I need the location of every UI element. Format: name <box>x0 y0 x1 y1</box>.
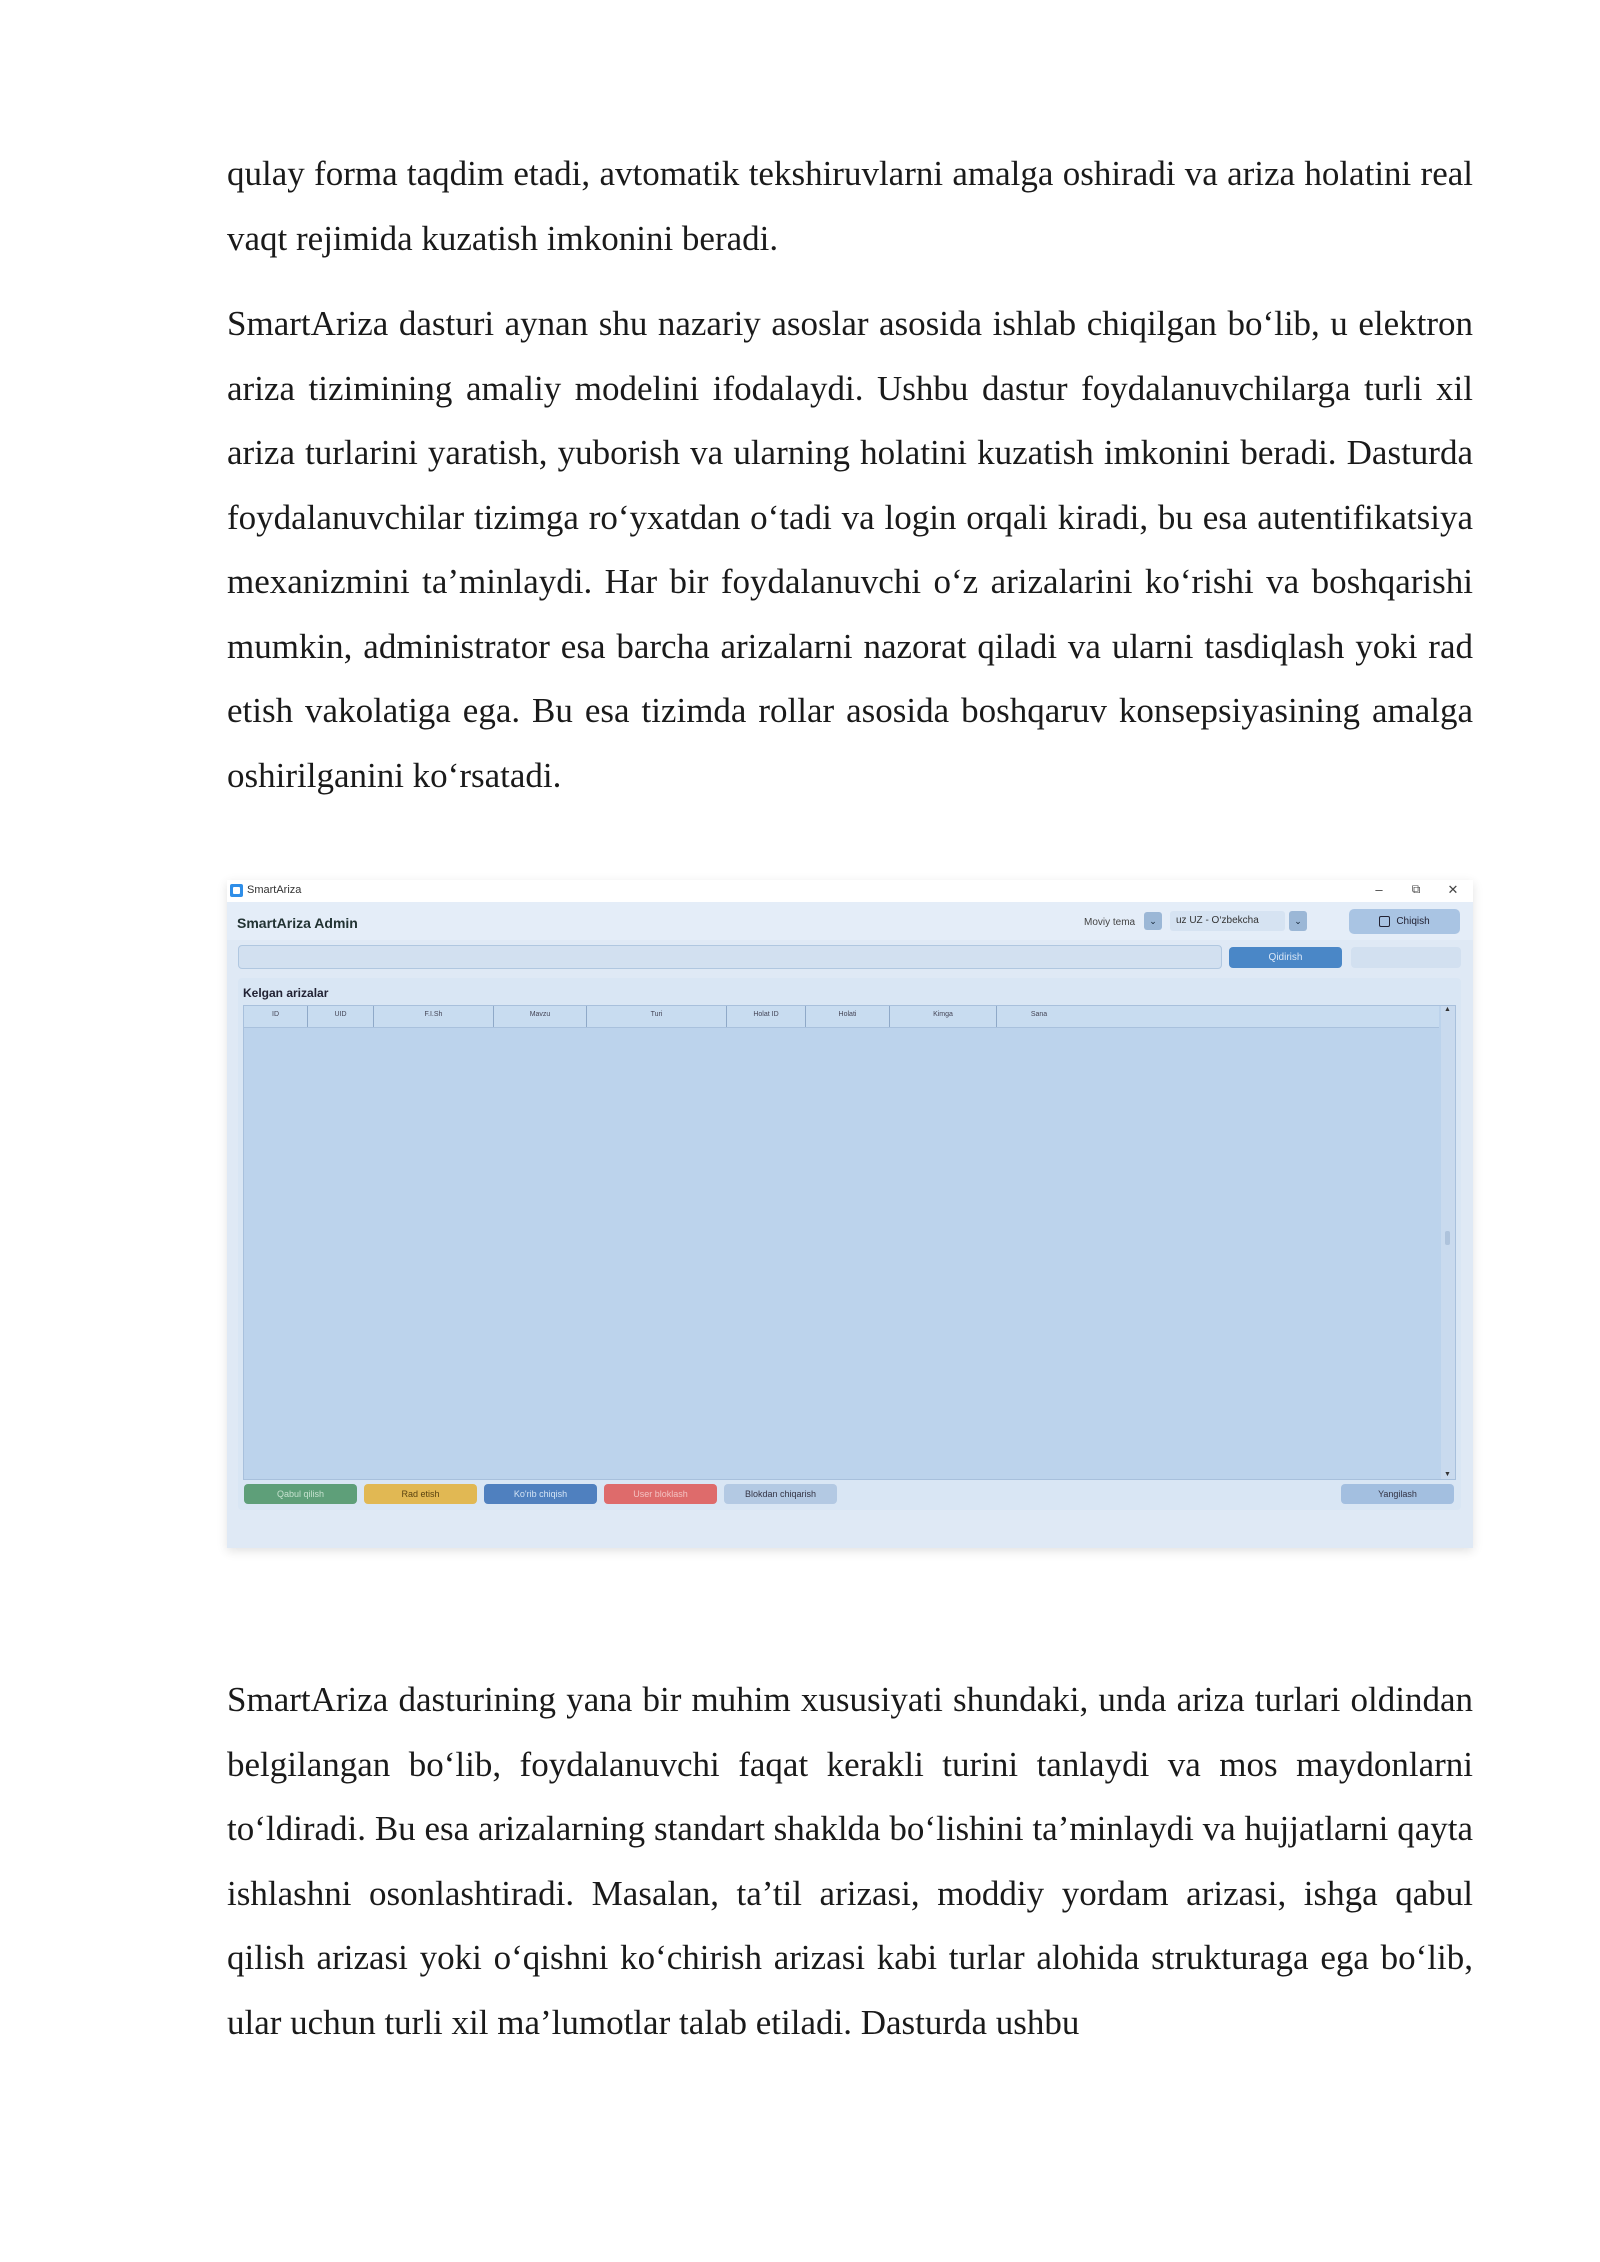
column-header-turi[interactable]: Turi <box>587 1006 727 1027</box>
reject-button[interactable]: Rad etish <box>364 1484 477 1504</box>
app-header <box>227 902 1473 940</box>
paragraph-application-types: SmartAriza dasturining yana bir muhim xususiyati shundaki, unda ariza turlari oldindan belgilangan bo‘lib, foydalanuvchi faqat kerakli turini tanlaydi va mos maydonlarni to‘ldiradi. Bu esa arizalarning standart shaklda bo‘lishini ta’minlaydi va hujjatlarni qayta ishlashni osonlashtiradi. Masalan, ta’til arizasi, moddiy yordam arizasi, ishga qabul qilish arizasi yoki o‘qishni ko‘chirish arizasi kabi turlar alohida strukturaga ega bo‘lib, ular uchun turli xil ma’lumotlar talab etiladi. Dasturda ushbu <box>227 1680 1473 2042</box>
close-icon[interactable]: ✕ <box>1447 882 1459 897</box>
language-select[interactable]: uz UZ - O‘zbekcha <box>1170 911 1285 931</box>
theme-select-label[interactable]: Moviy tema <box>1084 917 1136 928</box>
search-input[interactable] <box>238 945 1222 969</box>
column-header-mavzu[interactable]: Mavzu <box>494 1006 587 1027</box>
column-header-id[interactable]: ID <box>244 1006 308 1027</box>
column-header-kimga[interactable]: Kimga <box>890 1006 997 1027</box>
paragraph-intro: qulay forma taqdim etadi, avtomatik tekshiruvlarni amalga oshiradi va ariza holatini real vaqt rejimida kuzatish imkonini beradi. <box>227 154 1473 258</box>
scroll-down-icon[interactable]: ▼ <box>1444 1471 1451 1478</box>
block-user-button[interactable]: User bloklash <box>604 1484 717 1504</box>
search-button[interactable]: Qidirish <box>1229 947 1342 968</box>
actions-row <box>238 1484 1461 1506</box>
refresh-button[interactable]: Yangilash <box>1341 1484 1454 1504</box>
app-icon <box>230 884 243 897</box>
page-title: SmartAriza Admin <box>237 915 358 931</box>
logout-button[interactable] <box>1349 909 1460 934</box>
filter-field[interactable] <box>1351 947 1461 968</box>
logout-button-label: Chiqish <box>1396 916 1430 927</box>
minimize-icon[interactable]: – <box>1375 882 1383 897</box>
scroll-up-icon[interactable]: ▲ <box>1444 1006 1451 1013</box>
process-button[interactable]: Ko'rib chiqish <box>484 1484 597 1504</box>
panel-title: Kelgan arizalar <box>243 986 329 1000</box>
applications-panel <box>238 978 1461 1510</box>
applications-table[interactable] <box>243 1005 1456 1480</box>
column-header-holati[interactable]: Holati <box>806 1006 890 1027</box>
paragraph-smartariza-description: SmartAriza dasturi aynan shu nazariy asoslar asosida ishlab chiqilgan bo‘lib, u elektron ariza tizimining amaliy modelini ifodalaydi. Ushbu dastur foydalanuvchilarga turli xil ariza turlarini yaratish, yuborish va ularning holatini kuzatish imkonini beradi. Dasturda foydalanuvchilar tizimga ro‘yxatdan o‘tadi va login orqali kiradi, bu esa autentifikatsiya mexanizmini ta’minlaydi. Har bir foydalanuvchi o‘z arizalarini ko‘rishi va boshqarishi mumkin, administrator esa barcha arizalarni nazorat qiladi va ularni tasdiqlash yoki rad etish vakolatiga ega. Bu esa tizimda rollar asosida boshqaruv konsepsiyasining amalga oshirilganini ko‘rsatadi. <box>227 304 1473 795</box>
column-header-uid[interactable]: UID <box>308 1006 374 1027</box>
window-titlebar <box>227 880 1473 902</box>
maximize-icon[interactable]: ⧉ <box>1411 882 1421 896</box>
window-title: SmartAriza <box>247 884 302 896</box>
logout-icon <box>1379 916 1390 927</box>
column-header-fish[interactable]: F.I.Sh <box>374 1006 494 1027</box>
scroll-thumb[interactable] <box>1445 1231 1450 1245</box>
column-header-holat-id[interactable]: Holat ID <box>727 1006 806 1027</box>
accept-button[interactable]: Qabul qilish <box>244 1484 357 1504</box>
column-header-sana[interactable]: Sana <box>1030 1011 1048 1018</box>
theme-dropdown-icon[interactable]: ⌄ <box>1144 912 1162 930</box>
app-screenshot <box>227 880 1473 1548</box>
table-header <box>244 1006 1439 1028</box>
language-dropdown-icon[interactable]: ⌄ <box>1289 911 1307 931</box>
unblock-user-button[interactable]: Blokdan chiqarish <box>724 1484 837 1504</box>
search-row <box>227 945 1473 975</box>
table-scrollbar[interactable] <box>1441 1006 1455 1479</box>
